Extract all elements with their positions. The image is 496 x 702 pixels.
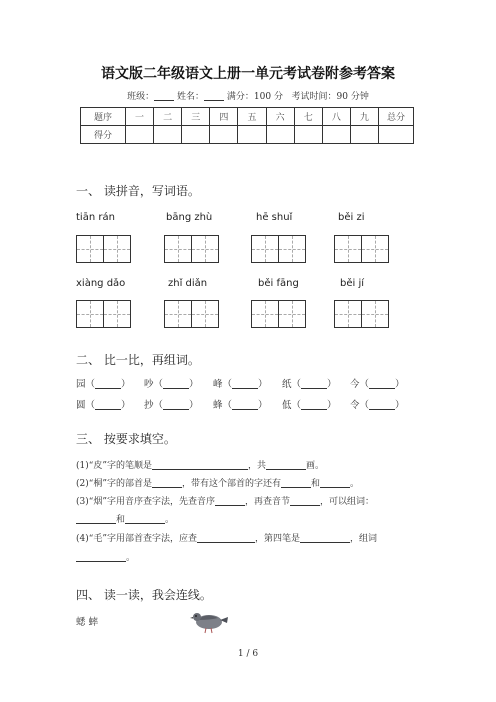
score-header-cell: 九	[350, 108, 378, 126]
section-4-heading: 四、 读一读，我会连线。	[76, 588, 212, 602]
section-1-heading: 一、 读拼音，写词语。	[76, 184, 200, 198]
document-title: 语文版二年级语文上册一单元考试卷附参考答案	[101, 66, 395, 82]
answer-blank[interactable]	[300, 532, 350, 543]
pinyin: běi zi	[338, 212, 365, 223]
answer-blank[interactable]	[152, 459, 248, 470]
question-4-cont: 。	[76, 550, 416, 563]
class-label: 班级：	[127, 92, 155, 102]
writing-cell[interactable]	[334, 300, 362, 328]
score-header-cell: 八	[322, 108, 350, 126]
answer-blank[interactable]	[232, 399, 258, 410]
writing-cell[interactable]	[361, 235, 389, 263]
section-3-heading: 三、 按要求填空。	[76, 432, 176, 446]
exam-time: 考试时间：90 分钟	[291, 92, 369, 102]
section-2-heading: 二、 比一比，再组词。	[76, 353, 200, 367]
pinyin: běi jí	[340, 278, 365, 289]
answer-blank[interactable]	[163, 399, 189, 410]
page-number: 1 / 6	[237, 649, 259, 659]
score-table	[80, 107, 414, 144]
writing-grid	[164, 300, 219, 328]
score-header-cell: 五	[238, 108, 266, 126]
score-header-cell: 总分	[379, 108, 414, 126]
writing-cell[interactable]	[191, 300, 219, 328]
compare-item: 今（ ）	[350, 379, 405, 390]
score-cell[interactable]	[126, 126, 154, 144]
pinyin-row-2	[76, 278, 416, 292]
score-header-cell: 四	[210, 108, 238, 126]
writing-cell[interactable]	[251, 300, 279, 328]
writing-cell[interactable]	[76, 235, 104, 263]
score-header-row	[81, 108, 414, 126]
name-label: 姓名：	[177, 92, 205, 102]
score-cell[interactable]	[210, 126, 238, 144]
compare-item: 园（ ）	[76, 379, 131, 390]
compare-item: 圆（ ）	[76, 400, 131, 411]
answer-blank[interactable]	[301, 399, 327, 410]
match-word: 蟋 蟀	[76, 617, 99, 628]
answer-blank[interactable]	[320, 477, 350, 488]
writing-cell[interactable]	[76, 300, 104, 328]
answer-blank[interactable]	[197, 532, 255, 543]
score-cell[interactable]	[322, 126, 350, 144]
answer-blank[interactable]	[76, 513, 116, 524]
answer-blank[interactable]	[95, 378, 121, 389]
writing-cell[interactable]	[164, 235, 192, 263]
writing-cell[interactable]	[164, 300, 192, 328]
answer-blank[interactable]	[369, 399, 395, 410]
answer-blank[interactable]	[152, 477, 182, 488]
writing-grid	[334, 235, 389, 263]
pinyin: hē shuǐ	[256, 212, 293, 223]
answer-blank[interactable]	[290, 495, 320, 506]
writing-cell[interactable]	[334, 235, 362, 263]
answer-blank[interactable]	[266, 459, 306, 470]
full-score: 满分：100 分	[226, 92, 283, 102]
answer-blank[interactable]	[369, 378, 395, 389]
writing-cell[interactable]	[361, 300, 389, 328]
compare-item: 令（ ）	[350, 400, 405, 411]
question-3-cont: 和 。	[76, 512, 416, 525]
pinyin: xiàng dǎo	[76, 278, 126, 289]
name-blank[interactable]	[204, 91, 224, 101]
answer-blank[interactable]	[125, 513, 165, 524]
writing-cell[interactable]	[278, 300, 306, 328]
writing-grid	[76, 300, 131, 328]
answer-blank[interactable]	[281, 477, 311, 488]
exam-info	[0, 89, 496, 102]
question-4: (4)“毛”字用部首查字法，应查 ，第四笔是 ，组词	[76, 534, 377, 544]
answer-blank[interactable]	[232, 378, 258, 389]
answer-blank[interactable]	[76, 551, 126, 562]
pinyin: tiān rán	[76, 212, 115, 223]
class-blank[interactable]	[154, 91, 174, 101]
score-header-cell: 二	[154, 108, 182, 126]
score-cell[interactable]	[238, 126, 266, 144]
answer-blank[interactable]	[215, 495, 245, 506]
score-header-cell: 六	[266, 108, 294, 126]
writing-grid	[164, 235, 219, 263]
compare-item: 吵（ ）	[144, 379, 199, 390]
score-row	[81, 126, 414, 144]
compare-item: 纸（ ）	[282, 379, 337, 390]
question-1: (1)“皮”字的笔顺是 ，共 画。	[76, 461, 324, 471]
pinyin: zhǐ diǎn	[168, 278, 208, 289]
writing-cell[interactable]	[191, 235, 219, 263]
score-header-cell: 一	[126, 108, 154, 126]
score-header-cell: 三	[182, 108, 210, 126]
answer-blank[interactable]	[163, 378, 189, 389]
writing-grid	[251, 235, 306, 263]
score-cell[interactable]	[350, 126, 378, 144]
pinyin: běi fāng	[258, 278, 299, 289]
compare-item: 抄（ ）	[144, 400, 199, 411]
compare-item: 峰（ ）	[213, 379, 268, 390]
score-header-cell: 七	[294, 108, 322, 126]
writing-cell[interactable]	[278, 235, 306, 263]
writing-cell[interactable]	[251, 235, 279, 263]
compare-item: 低（ ）	[282, 400, 337, 411]
score-cell[interactable]	[294, 126, 322, 144]
question-2: (2)“桐”字的部首是 ，带有这个部首的字还有 和 。	[76, 479, 359, 489]
score-header-cell: 题序	[81, 108, 126, 126]
writing-cell[interactable]	[103, 300, 131, 328]
pigeon-icon[interactable]	[190, 608, 228, 634]
score-cell[interactable]	[154, 126, 182, 144]
score-cell[interactable]	[266, 126, 294, 144]
compare-item: 蜂（ ）	[213, 400, 268, 411]
writing-grid	[251, 300, 306, 328]
pinyin-row-1	[76, 212, 416, 226]
score-cell[interactable]	[379, 126, 414, 144]
writing-grid	[334, 300, 389, 328]
pinyin: bāng zhù	[166, 212, 213, 223]
question-3: (3)“烟”字用音序查字法，先查音序 ，再查音节 ，可以组词：	[76, 497, 374, 507]
score-row-label: 得分	[81, 126, 126, 144]
answer-blank[interactable]	[301, 378, 327, 389]
score-cell[interactable]	[182, 126, 210, 144]
answer-blank[interactable]	[95, 399, 121, 410]
writing-grid	[76, 235, 131, 263]
writing-cell[interactable]	[103, 235, 131, 263]
